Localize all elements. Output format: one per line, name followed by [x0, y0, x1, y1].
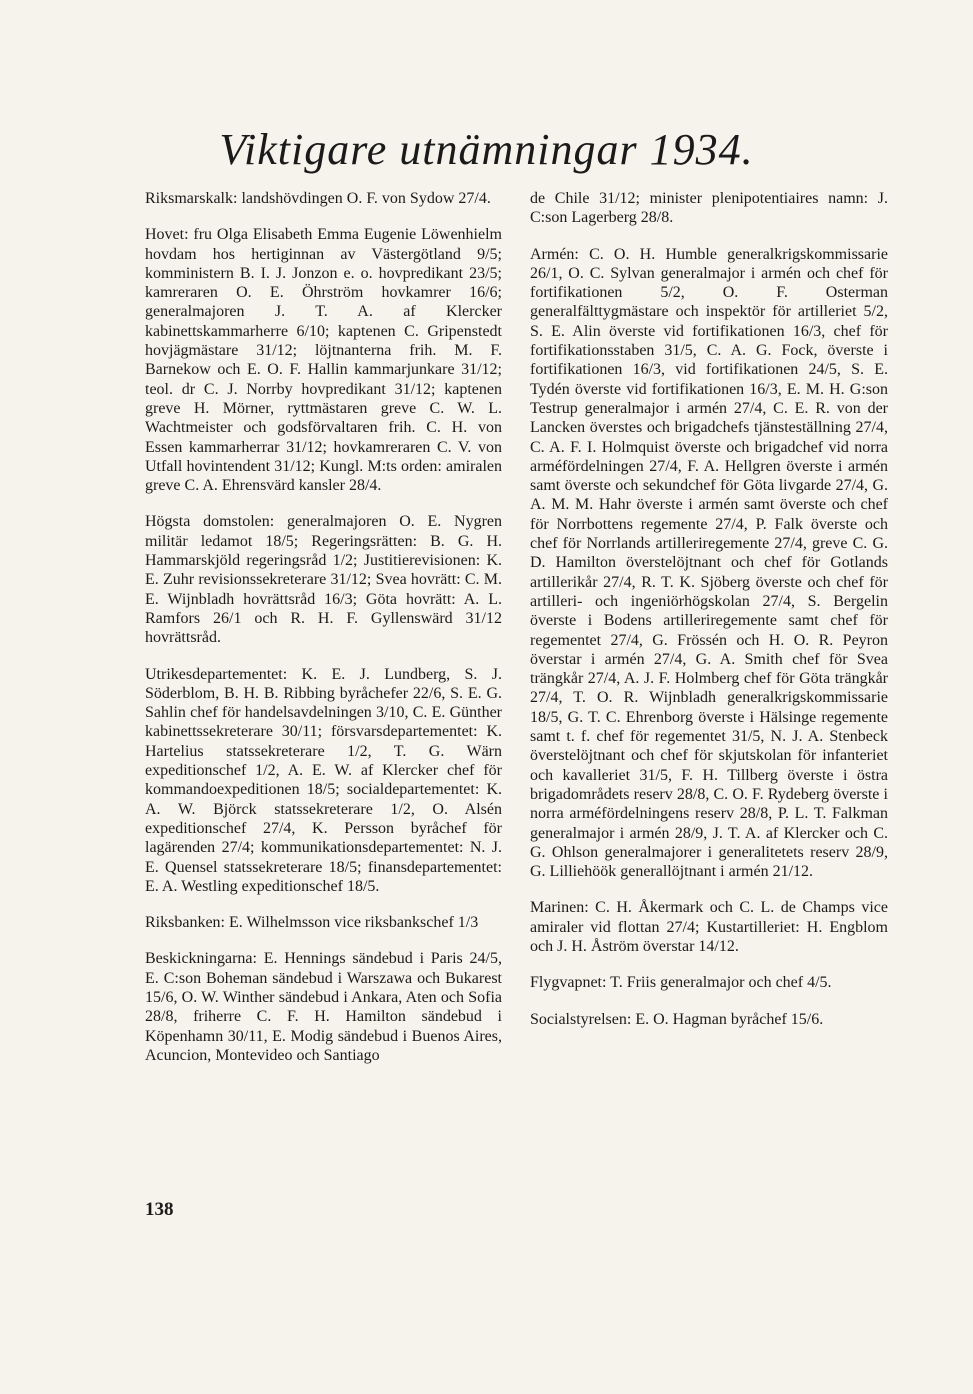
paragraph-beskickningarna: Beskickningarna: E. Hennings sändebud i Paris 24/5, E. C:son Boheman sändebud i Warszawa och Bukarest 15/6, O. W. Winther sändebud i Ankara, Aten och Sofia 28/8, friherre C. F. H. Hamilton sändebud i Köpenhamn 30/11, E. Modig sändebud i Buenos Aires, Acuncion, Montevideo och Santiago — [145, 950, 502, 1064]
paragraph-riksmarskalk: Riksmarskalk: landshövdingen O. F. von Sydow 27/4. — [145, 190, 491, 207]
paragraph-riksbanken: Riksbanken: E. Wilhelmsson vice riksbankschef 1/3 — [145, 914, 479, 932]
page-number: 138 — [145, 1199, 174, 1220]
left-column — [145, 189, 502, 1082]
paragraph-utrikesdepartementet: Utrikesdepartementet: K. E. J. Lundberg, S. J. Söderblom, B. H. B. Ribbing byråchefer 22/6, S. E. G. Sahlin chef för handelsavdelningen 3/10, C. E. Günther kabinettssekreterare 30/11; försvarsdepartementet: K. Hartelius statssekreterare 1/2, T. G. Wärn expeditionschef 1/2, A. E. W. af Klercker chef för kommandoexpeditionen 18/5; socialdepartementet: K. A. W. Björck statssekreterare 1/2, O. Alsén expeditionschef 27/4, K. Persson byråchef för lagärenden 27/4; kommunikationsdepartementet: N. J. E. Quensel statssekreterare 18/5; finansdepartementet: E. A. Westling expeditionschef 18/5. — [145, 665, 502, 895]
paragraph-hogsta-domstolen: Högsta domstolen: generalmajoren O. E. Nygren militär ledamot 18/5; Regeringsrätten: B. G. H. Hammarskjöld regeringsråd 1/2; Justitierevisionen: K. E. Zuhr revisionssekreterare 31/12; Svea hovrätt: C. M. E. Wijnbladh hovrättsråd 16/3; Göta hovrätt: A. L. Ramfors 26/1 och R. H. F. Gyllenswärd 31/12 hovrättsråd. — [145, 513, 502, 647]
right-column — [530, 189, 888, 1046]
paragraph-armen: Armén: C. O. H. Humble generalkrigskommissarie 26/1, O. C. Sylvan generalmajor i armén och chef för fortifikationen 5/2, O. F. Osterman generalfälttygmästare och inspektör för artilleriet 5/2, S. E. Alin överste vid fortifikationen 16/3, chef för fortifikationsstaben 31/5, C. A. G. Fock, överste i fortifikationen 16/3, vid fortifikationen 24/5, S. E. Tydén överste vid fortifikationen 16/3, E. M. H. G:son Testrup generalmajor i armén 27/4, C. E. R. von der Lancken överstes och brigadchefs tjänsteställning 27/4, C. A. F. I. Holmquist överste och brigadchef vid norra arméfördelningen 27/4, F. A. Hellgren överste i armén samt överste och sekundchef för Göta livgarde 27/4, G. A. M. M. Hahr överste i armén samt överste och chef för Norrbottens regemente 27/4, P. Falk överste och chef för Norrlands artilleriregemente 27/4, greve C. G. D. Hamilton överstelöjtnant och chef för Gotlands artillerikår 27/4, R. T. K. Sjöberg överste och chef för artilleri- och ingeniörhögskolan 27/4, S. Bergelin överste i Bodens artilleriregemente samt chef för regementet 27/4, G. Frössén och H. O. R. Peyron överstar i armén 27/4, G. A. Smith chef för Svea trängkår 27/4, A. J. F. Holmberg chef för Göta trängkår 27/4, T. O. R. Wijnbladh generalkrigskommissarie 18/5, G. T. C. Ehrenborg överste i Hälsinge regemente samt t. f. chef för regementet 31/5, N. J. A. Stenbeck överstelöjtnant och chef för skjutskolan för infanteriet och kavalleriet 31/5, F. H. Tillberg överste i östra brigadområdets reserv 28/8, C. O. F. Rydeberg överste i norra arméfördelningens reserv 28/8, P. L. T. Falkman generalmajor i armén 28/9, J. T. A. af Klercker och C. G. Ohlson generalmajorer i generalitetets reserv 28/9, G. Lilliehöök generallöjtnant i armén 21/12. — [530, 245, 888, 881]
page-title: Viktigare utnämningar 1934. — [219, 125, 754, 174]
paragraph-marinen: Marinen: C. H. Åkermark och C. L. de Champs vice amiraler vid flottan 27/4; Kustartilleriet: H. Engblom och J. H. Åström överstar 14/12. — [530, 899, 888, 955]
paragraph-flygvapnet: Flygvapnet: T. Friis generalmajor och chef 4/5. — [530, 974, 832, 992]
paragraph-hovet: Hovet: fru Olga Elisabeth Emma Eugenie Löwenhielm hovdam hos hertiginnan av Västergötland 9/5; komministern B. I. J. Jonzon e. o. hovpredikant 23/5; kamreraren O. E. Öhrström hovkamrer 16/6; generalmajoren J. T. A. af Klercker kabinettskammarherre 6/10; kaptenen C. Gripenstedt hovjägmästare 31/12; löjtnanterna frih. M. F. Barnekow och E. O. F. Hallin kammarjunkare 31/12; teol. dr C. J. Norrby hovpredikant 31/12; kaptenen greve H. Mörner, ryttmästaren greve C. W. L. Wachtmeister och godsförvaltaren frih. C. H. von Essen kammarherrar 31/12; hovkamreraren C. V. von Utfall hovintendent 31/12; Kungl. M:ts orden: amiralen greve C. A. Ehrensvärd kansler 28/4. — [145, 226, 502, 495]
paragraph-minister: de Chile 31/12; minister plenipotentiaires namn: J. C:son Lagerberg 28/8. — [530, 190, 888, 227]
paragraph-socialstyrelsen: Socialstyrelsen: E. O. Hagman byråchef 15/6. — [530, 1010, 824, 1028]
